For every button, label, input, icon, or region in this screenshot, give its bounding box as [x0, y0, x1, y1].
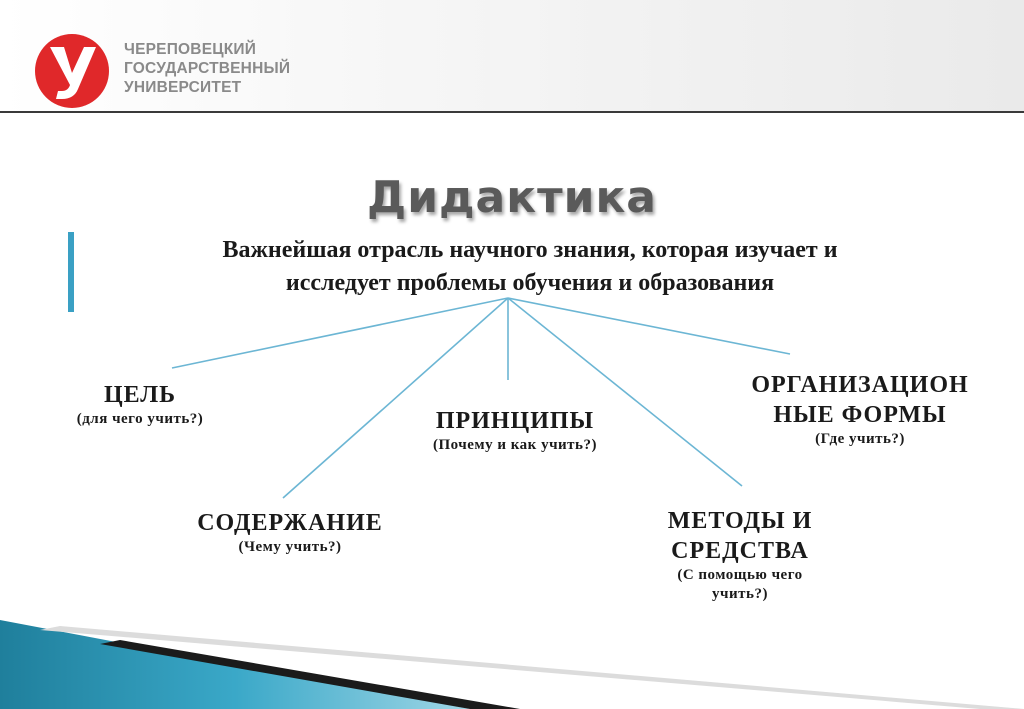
node-forms-label-2: НЫЕ ФОРМЫ	[773, 402, 947, 428]
university-name-line-2: ГОСУДАРСТВЕННЫЙ	[124, 60, 291, 77]
node-principles-sub: (Почему и как учить?)	[433, 437, 597, 453]
slide-title: Дидактика	[367, 172, 657, 223]
node-methods-label-1: МЕТОДЫ И	[667, 508, 813, 534]
bottom-decoration	[0, 600, 1024, 709]
node-forms-label-1: ОРГАНИЗАЦИОН	[751, 372, 969, 398]
node-principles-label: ПРИНЦИПЫ	[435, 408, 595, 434]
node-forms	[700, 370, 1020, 449]
connector-goal	[172, 298, 508, 368]
node-methods-sub-1: (С помощью чего	[677, 567, 803, 583]
node-content-label: СОДЕРЖАНИЕ	[197, 510, 383, 536]
definition-line-2: исследует проблемы обучения и образования	[285, 270, 775, 296]
node-principles	[380, 406, 650, 455]
university-name-line-3: УНИВЕРСИТЕТ	[124, 79, 242, 96]
node-methods-sub-2: учить?)	[712, 586, 768, 602]
node-methods	[600, 506, 880, 604]
node-goal	[40, 380, 240, 429]
node-content-sub: (Чему учить?)	[238, 539, 342, 555]
definition-line-1: Важнейшая отрасль научного знания, которая изучает и	[222, 237, 838, 263]
node-forms-sub: (Где учить?)	[815, 431, 905, 447]
connector-forms	[508, 298, 790, 354]
university-name-line-1: ЧЕРЕПОВЕЦКИЙ	[124, 41, 257, 58]
connector-content	[283, 298, 508, 498]
node-content	[140, 508, 440, 557]
node-goal-sub: (для чего учить?)	[76, 411, 204, 427]
node-methods-label-2: СРЕДСТВА	[671, 538, 809, 564]
node-goal-label: ЦЕЛЬ	[103, 382, 177, 408]
